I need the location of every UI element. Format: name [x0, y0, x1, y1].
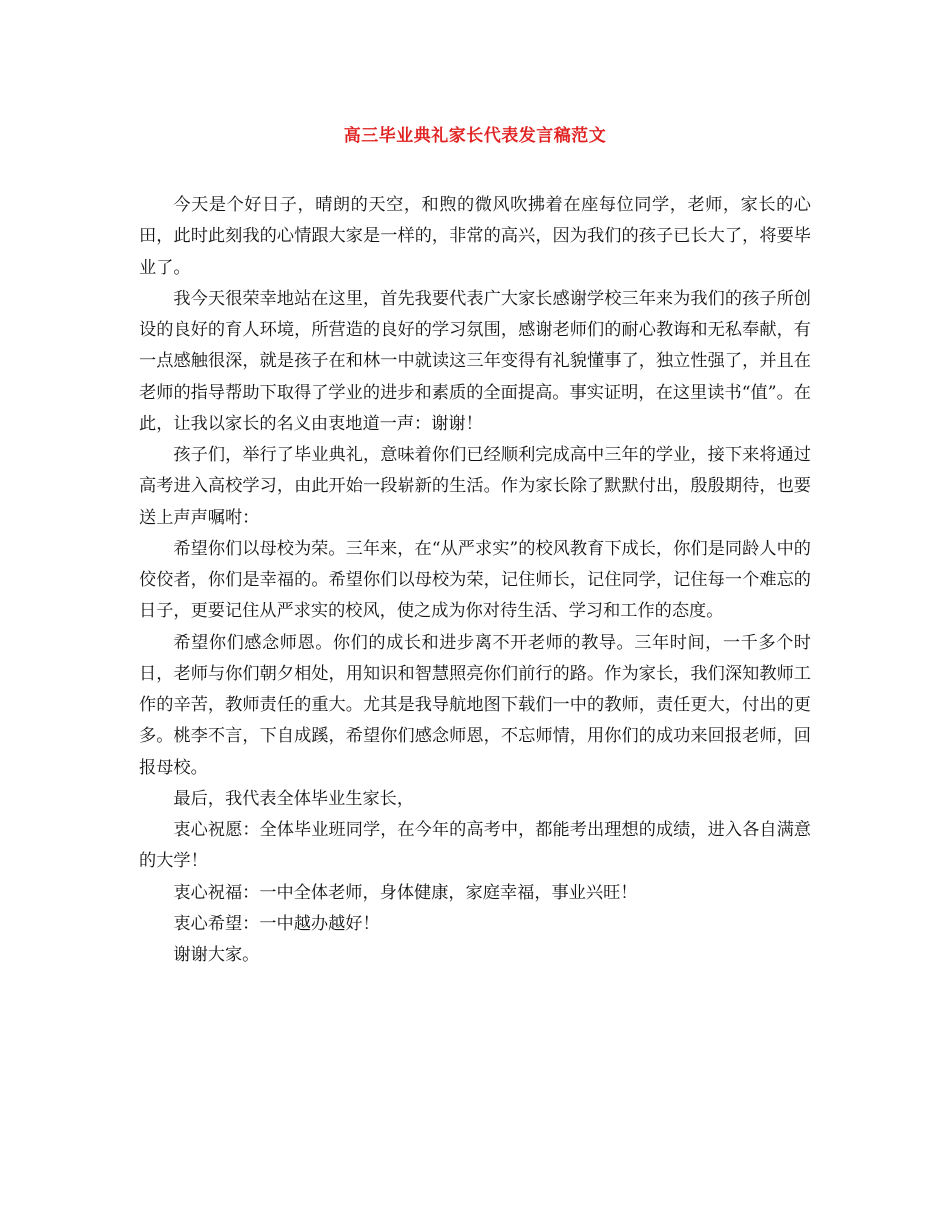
paragraph: 今天是个好日子，晴朗的天空，和煦的微风吹拂着在座每位同学，老师，家长的心田，此时此刻我的心情跟大家是一样的，非常的高兴，因为我们的孩子已长大了，将要毕业了。 — [139, 195, 811, 278]
paragraph: 衷心祝福：一中全体老师，身体健康，家庭幸福，事业兴旺！ — [173, 882, 638, 903]
paragraph: 孩子们，举行了毕业典礼，意味着你们已经顺利完成高中三年的学业，接下来将通过高考进入高校学习，由此开始一段崭新的生活。作为家长除了默默付出，殷殷期待，也要送上声声嘱咐： — [139, 445, 811, 528]
paragraph: 衷心祝愿：全体毕业班同学，在今年的高考中，都能考出理想的成绩，进入各自满意的大学！ — [139, 820, 811, 872]
document-title: 高三毕业典礼家长代表发言稿范文 — [343, 126, 607, 146]
paragraph: 希望你们以母校为荣。三年来，在“从严求实”的校风教育下成长，你们是同龄人中的佼佼者，你们是幸福的。希望你们以母校为荣，记住师长，记住同学，记住每一个难忘的日子，更要记住从严求实的校风，使之成为你对待生活、学习和工作的态度。 — [139, 538, 811, 622]
document-body — [139, 190, 811, 971]
paragraph: 谢谢大家。 — [173, 945, 260, 965]
paragraph: 衷心希望：一中越办越好！ — [173, 913, 380, 934]
paragraph: 最后，我代表全体毕业生家长， — [173, 788, 415, 809]
paragraph: 我今天很荣幸地站在这里，首先我要代表广大家长感谢学校三年来为我们的孩子所创设的良好的育人环境，所营造的良好的学习氛围，感谢老师们的耐心教诲和无私奉献，有一点感触很深，就是孩子在和林一中就读这三年变得有礼貌懂事了，独立性强了，并且在老师的指导帮助下取得了学业的进步和素质的全面提高。事实证明，在这里读书“值”。在此，让我以家长的名义由衷地道一声：谢谢！ — [139, 288, 811, 434]
paragraph: 希望你们感念师恩。你们的成长和进步离不开老师的教导。三年时间，一千多个时日，老师与你们朝夕相处，用知识和智慧照亮你们前行的路。作为家长，我们深知教师工作的辛苦，教师责任的重大。尤其是我导航地图下载们一中的教师，责任更大，付出的更多。桃李不言，下自成蹊，希望你们感念师恩，不忘师情，用你们的成功来回报老师，回报母校。 — [139, 632, 811, 778]
